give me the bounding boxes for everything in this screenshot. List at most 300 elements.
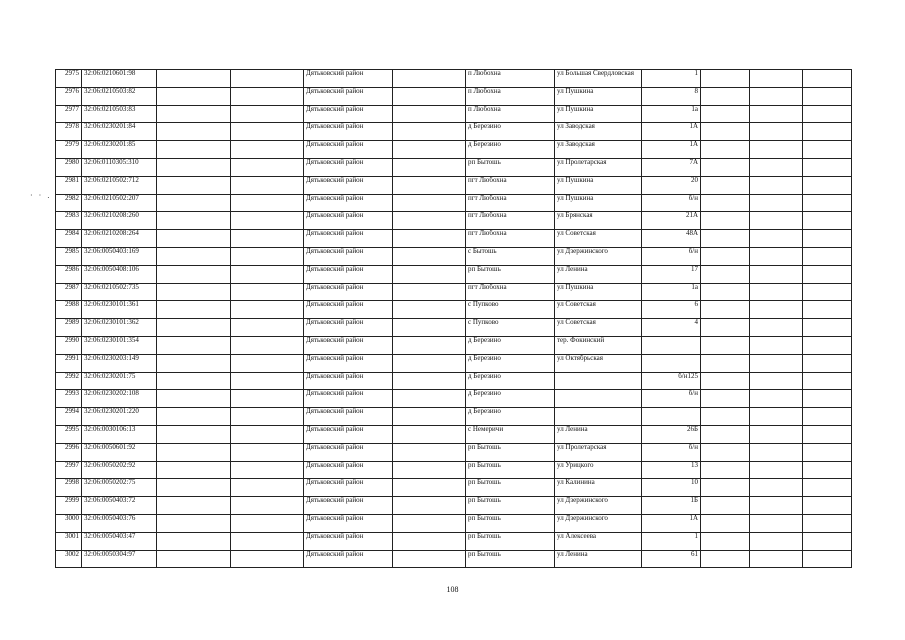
settlement-cell: рп Бытошь [466, 479, 555, 497]
empty-cell [157, 408, 231, 426]
empty-cell [701, 354, 750, 372]
settlement-cell: рп Бытошь [466, 532, 555, 550]
empty-cell [393, 105, 466, 123]
empty-cell [231, 425, 304, 443]
empty-cell [157, 319, 231, 337]
district-cell: Дятьковский район [304, 532, 393, 550]
street-cell: тер. Фокинский [555, 336, 642, 354]
empty-cell [157, 87, 231, 105]
district-cell: Дятьковский район [304, 372, 393, 390]
empty-cell [231, 141, 304, 159]
empty-cell [157, 123, 231, 141]
house-number-cell: 7А [642, 158, 701, 176]
row-number-cell: 2992 [56, 372, 82, 390]
empty-cell [231, 319, 304, 337]
settlement-cell: пгт Любохна [466, 194, 555, 212]
empty-cell [750, 265, 803, 283]
empty-cell [157, 265, 231, 283]
district-cell: Дятьковский район [304, 87, 393, 105]
empty-cell [750, 301, 803, 319]
empty-cell [750, 532, 803, 550]
empty-cell [393, 212, 466, 230]
empty-cell [803, 123, 852, 141]
table-row [56, 479, 852, 497]
table-row [56, 336, 852, 354]
street-cell: ул Пролетарская [555, 158, 642, 176]
street-cell: ул Большая Свердловская [555, 70, 642, 88]
cadastral-number-cell: 32:06:0230201:220 [82, 408, 157, 426]
street-cell: ул Октябрьская [555, 354, 642, 372]
empty-cell [803, 230, 852, 248]
empty-cell [701, 408, 750, 426]
empty-cell [750, 194, 803, 212]
house-number-cell [642, 408, 701, 426]
empty-cell [393, 550, 466, 568]
row-number-cell: 2990 [56, 336, 82, 354]
empty-cell [157, 390, 231, 408]
street-cell: ул Ленина [555, 550, 642, 568]
district-cell: Дятьковский район [304, 283, 393, 301]
cadastral-number-cell: 32:06:0050403:76 [82, 514, 157, 532]
district-cell: Дятьковский район [304, 247, 393, 265]
empty-cell [803, 87, 852, 105]
empty-cell [157, 158, 231, 176]
cadastral-number-cell: 32:06:0230202:108 [82, 390, 157, 408]
street-cell: ул Пушкина [555, 283, 642, 301]
district-cell: Дятьковский район [304, 425, 393, 443]
settlement-cell: д Березино [466, 354, 555, 372]
scan-artifact: · · . [30, 191, 52, 200]
district-cell: Дятьковский район [304, 354, 393, 372]
cadastral-number-cell: 32:06:0230203:149 [82, 354, 157, 372]
street-cell: ул Советская [555, 230, 642, 248]
empty-cell [701, 319, 750, 337]
table-row [56, 425, 852, 443]
table-row [56, 319, 852, 337]
house-number-cell: 1а [642, 283, 701, 301]
street-cell: ул Пролетарская [555, 443, 642, 461]
house-number-cell: 21А [642, 212, 701, 230]
street-cell [555, 372, 642, 390]
empty-cell [393, 514, 466, 532]
row-number-cell: 2999 [56, 497, 82, 515]
empty-cell [803, 550, 852, 568]
row-number-cell: 2976 [56, 87, 82, 105]
settlement-cell: рп Бытошь [466, 158, 555, 176]
empty-cell [231, 514, 304, 532]
empty-cell [701, 283, 750, 301]
house-number-cell: б/н [642, 247, 701, 265]
house-number-cell: б/н125 [642, 372, 701, 390]
page-number: 108 [446, 585, 459, 594]
empty-cell [231, 105, 304, 123]
empty-cell [750, 105, 803, 123]
settlement-cell: д Березино [466, 408, 555, 426]
row-number-cell: 2983 [56, 212, 82, 230]
empty-cell [750, 70, 803, 88]
cadastral-number-cell: 32:06:0050408:106 [82, 265, 157, 283]
empty-cell [157, 479, 231, 497]
street-cell: ул Брянская [555, 212, 642, 230]
cadastral-number-cell: 32:06:0210503:82 [82, 87, 157, 105]
empty-cell [750, 443, 803, 461]
settlement-cell: рп Бытошь [466, 514, 555, 532]
district-cell: Дятьковский район [304, 336, 393, 354]
empty-cell [701, 372, 750, 390]
house-number-cell: 1А [642, 141, 701, 159]
table-row [56, 158, 852, 176]
registry-table [55, 69, 852, 568]
street-cell: ул Дзержинского [555, 247, 642, 265]
settlement-cell: с Бытошь [466, 247, 555, 265]
empty-cell [750, 497, 803, 515]
cadastral-number-cell: 32:06:0050601:92 [82, 443, 157, 461]
cadastral-number-cell: 32:06:0210502:735 [82, 283, 157, 301]
table-row [56, 497, 852, 515]
cadastral-number-cell: 32:06:0050403:47 [82, 532, 157, 550]
street-cell: ул Дзержинского [555, 514, 642, 532]
cadastral-number-cell: 32:06:0230101:362 [82, 319, 157, 337]
cadastral-number-cell: 32:06:0210208:264 [82, 230, 157, 248]
empty-cell [393, 247, 466, 265]
empty-cell [231, 158, 304, 176]
table-row [56, 550, 852, 568]
empty-cell [750, 141, 803, 159]
table-row [56, 443, 852, 461]
table-row [56, 141, 852, 159]
cadastral-number-cell: 32:06:0230201:75 [82, 372, 157, 390]
settlement-cell: рп Бытошь [466, 497, 555, 515]
empty-cell [231, 265, 304, 283]
empty-cell [750, 247, 803, 265]
district-cell: Дятьковский район [304, 105, 393, 123]
empty-cell [231, 461, 304, 479]
cadastral-number-cell: 32:06:0230201:84 [82, 123, 157, 141]
settlement-cell: с Пупково [466, 301, 555, 319]
empty-cell [231, 194, 304, 212]
street-cell: ул Советская [555, 319, 642, 337]
empty-cell [157, 354, 231, 372]
empty-cell [803, 158, 852, 176]
empty-cell [750, 123, 803, 141]
empty-cell [157, 425, 231, 443]
street-cell: ул Ленина [555, 265, 642, 283]
house-number-cell: 8 [642, 87, 701, 105]
settlement-cell: д Березино [466, 336, 555, 354]
empty-cell [803, 105, 852, 123]
empty-cell [393, 230, 466, 248]
table-row [56, 105, 852, 123]
empty-cell [701, 265, 750, 283]
empty-cell [393, 461, 466, 479]
house-number-cell: 6 [642, 301, 701, 319]
district-cell: Дятьковский район [304, 479, 393, 497]
house-number-cell: 1 [642, 70, 701, 88]
house-number-cell: 10 [642, 479, 701, 497]
row-number-cell: 2987 [56, 283, 82, 301]
district-cell: Дятьковский район [304, 301, 393, 319]
street-cell [555, 408, 642, 426]
empty-cell [701, 301, 750, 319]
empty-cell [393, 301, 466, 319]
empty-cell [803, 319, 852, 337]
cadastral-number-cell: 32:06:0210503:83 [82, 105, 157, 123]
empty-cell [803, 461, 852, 479]
empty-cell [701, 194, 750, 212]
cadastral-number-cell: 32:06:0230201:85 [82, 141, 157, 159]
settlement-cell: с Немеричи [466, 425, 555, 443]
street-cell: ул Урицкого [555, 461, 642, 479]
empty-cell [231, 176, 304, 194]
empty-cell [750, 319, 803, 337]
empty-cell [393, 497, 466, 515]
settlement-cell: рп Бытошь [466, 443, 555, 461]
table-row [56, 354, 852, 372]
street-cell: ул Ленина [555, 425, 642, 443]
empty-cell [231, 372, 304, 390]
empty-cell [393, 443, 466, 461]
settlement-cell: пгт Любохна [466, 212, 555, 230]
house-number-cell [642, 354, 701, 372]
street-cell: ул Заводская [555, 123, 642, 141]
empty-cell [803, 141, 852, 159]
row-number-cell: 2978 [56, 123, 82, 141]
empty-cell [231, 408, 304, 426]
empty-cell [231, 123, 304, 141]
district-cell: Дятьковский район [304, 265, 393, 283]
row-number-cell: 3000 [56, 514, 82, 532]
empty-cell [803, 247, 852, 265]
empty-cell [803, 514, 852, 532]
table-row [56, 301, 852, 319]
house-number-cell: 26Б [642, 425, 701, 443]
row-number-cell: 2993 [56, 390, 82, 408]
empty-cell [393, 479, 466, 497]
table-row [56, 408, 852, 426]
street-cell: ул Пушкина [555, 87, 642, 105]
empty-cell [750, 425, 803, 443]
cadastral-number-cell: 32:06:0210208:260 [82, 212, 157, 230]
settlement-cell: д Березино [466, 123, 555, 141]
empty-cell [231, 479, 304, 497]
house-number-cell: 1А [642, 514, 701, 532]
table-row [56, 176, 852, 194]
empty-cell [803, 390, 852, 408]
row-number-cell: 2975 [56, 70, 82, 88]
table-row [56, 390, 852, 408]
house-number-cell [642, 336, 701, 354]
empty-cell [803, 194, 852, 212]
settlement-cell: д Березино [466, 372, 555, 390]
table-row [56, 265, 852, 283]
row-number-cell: 2991 [56, 354, 82, 372]
empty-cell [701, 123, 750, 141]
empty-cell [157, 443, 231, 461]
row-number-cell: 3001 [56, 532, 82, 550]
registry-rows [56, 70, 852, 568]
empty-cell [231, 230, 304, 248]
empty-cell [393, 265, 466, 283]
empty-cell [157, 105, 231, 123]
empty-cell [750, 514, 803, 532]
empty-cell [157, 141, 231, 159]
cadastral-number-cell: 32:06:0050202:75 [82, 479, 157, 497]
row-number-cell: 2988 [56, 301, 82, 319]
house-number-cell: 48А [642, 230, 701, 248]
empty-cell [393, 87, 466, 105]
street-cell: ул Советская [555, 301, 642, 319]
settlement-cell: пгт Любохна [466, 283, 555, 301]
row-number-cell: 2977 [56, 105, 82, 123]
table-row [56, 230, 852, 248]
empty-cell [701, 336, 750, 354]
empty-cell [157, 372, 231, 390]
empty-cell [803, 372, 852, 390]
empty-cell [231, 336, 304, 354]
empty-cell [803, 283, 852, 301]
house-number-cell: б/н [642, 194, 701, 212]
empty-cell [231, 283, 304, 301]
empty-cell [393, 283, 466, 301]
street-cell [555, 390, 642, 408]
empty-cell [231, 550, 304, 568]
empty-cell [231, 301, 304, 319]
settlement-cell: с Пупково [466, 319, 555, 337]
empty-cell [750, 550, 803, 568]
cadastral-number-cell: 32:06:0050403:169 [82, 247, 157, 265]
row-number-cell: 2981 [56, 176, 82, 194]
table-row [56, 247, 852, 265]
empty-cell [231, 532, 304, 550]
empty-cell [393, 354, 466, 372]
settlement-cell: д Березино [466, 390, 555, 408]
settlement-cell: п Любохна [466, 105, 555, 123]
settlement-cell: п Любохна [466, 87, 555, 105]
row-number-cell: 3002 [56, 550, 82, 568]
empty-cell [701, 70, 750, 88]
empty-cell [701, 247, 750, 265]
empty-cell [393, 408, 466, 426]
cadastral-number-cell: 32:06:0030106:13 [82, 425, 157, 443]
empty-cell [393, 532, 466, 550]
table-row [56, 87, 852, 105]
empty-cell [231, 70, 304, 88]
cadastral-number-cell: 32:06:0230101:354 [82, 336, 157, 354]
district-cell: Дятьковский район [304, 194, 393, 212]
table-row [56, 194, 852, 212]
empty-cell [803, 443, 852, 461]
row-number-cell: 2984 [56, 230, 82, 248]
street-cell: ул Пушкина [555, 194, 642, 212]
row-number-cell: 2995 [56, 425, 82, 443]
empty-cell [393, 390, 466, 408]
empty-cell [393, 176, 466, 194]
district-cell: Дятьковский район [304, 176, 393, 194]
empty-cell [231, 247, 304, 265]
empty-cell [750, 336, 803, 354]
district-cell: Дятьковский район [304, 70, 393, 88]
empty-cell [157, 194, 231, 212]
row-number-cell: 2997 [56, 461, 82, 479]
empty-cell [701, 158, 750, 176]
row-number-cell: 2979 [56, 141, 82, 159]
empty-cell [701, 390, 750, 408]
house-number-cell: 61 [642, 550, 701, 568]
street-cell: ул Дзержинского [555, 497, 642, 515]
settlement-cell: рп Бытошь [466, 265, 555, 283]
house-number-cell: б/н [642, 390, 701, 408]
empty-cell [803, 497, 852, 515]
street-cell: ул Заводская [555, 141, 642, 159]
table-row [56, 532, 852, 550]
empty-cell [231, 354, 304, 372]
empty-cell [157, 247, 231, 265]
empty-cell [231, 497, 304, 515]
house-number-cell: 13 [642, 461, 701, 479]
empty-cell [701, 514, 750, 532]
settlement-cell: рп Бытошь [466, 461, 555, 479]
cadastral-number-cell: 32:06:0210502:712 [82, 176, 157, 194]
empty-cell [750, 176, 803, 194]
district-cell: Дятьковский район [304, 319, 393, 337]
street-cell: ул Калинина [555, 479, 642, 497]
empty-cell [701, 497, 750, 515]
empty-cell [803, 532, 852, 550]
empty-cell [393, 319, 466, 337]
empty-cell [157, 336, 231, 354]
empty-cell [701, 230, 750, 248]
empty-cell [393, 194, 466, 212]
empty-cell [803, 265, 852, 283]
row-number-cell: 2989 [56, 319, 82, 337]
empty-cell [750, 408, 803, 426]
empty-cell [393, 372, 466, 390]
empty-cell [803, 70, 852, 88]
settlement-cell: рп Бытошь [466, 550, 555, 568]
row-number-cell: 2996 [56, 443, 82, 461]
row-number-cell: 2994 [56, 408, 82, 426]
empty-cell [701, 443, 750, 461]
cadastral-number-cell: 32:06:0050304:97 [82, 550, 157, 568]
empty-cell [750, 372, 803, 390]
empty-cell [157, 212, 231, 230]
empty-cell [231, 443, 304, 461]
empty-cell [157, 514, 231, 532]
empty-cell [803, 301, 852, 319]
district-cell: Дятьковский район [304, 497, 393, 515]
table-row [56, 372, 852, 390]
district-cell: Дятьковский район [304, 212, 393, 230]
house-number-cell: 1 [642, 532, 701, 550]
district-cell: Дятьковский район [304, 443, 393, 461]
empty-cell [157, 230, 231, 248]
empty-cell [393, 123, 466, 141]
empty-cell [701, 105, 750, 123]
empty-cell [803, 354, 852, 372]
empty-cell [750, 87, 803, 105]
street-cell: ул Пушкина [555, 176, 642, 194]
district-cell: Дятьковский район [304, 550, 393, 568]
settlement-cell: д Березино [466, 141, 555, 159]
empty-cell [701, 461, 750, 479]
empty-cell [231, 390, 304, 408]
empty-cell [701, 87, 750, 105]
table-row [56, 461, 852, 479]
empty-cell [701, 141, 750, 159]
district-cell: Дятьковский район [304, 461, 393, 479]
empty-cell [157, 301, 231, 319]
table-row [56, 283, 852, 301]
